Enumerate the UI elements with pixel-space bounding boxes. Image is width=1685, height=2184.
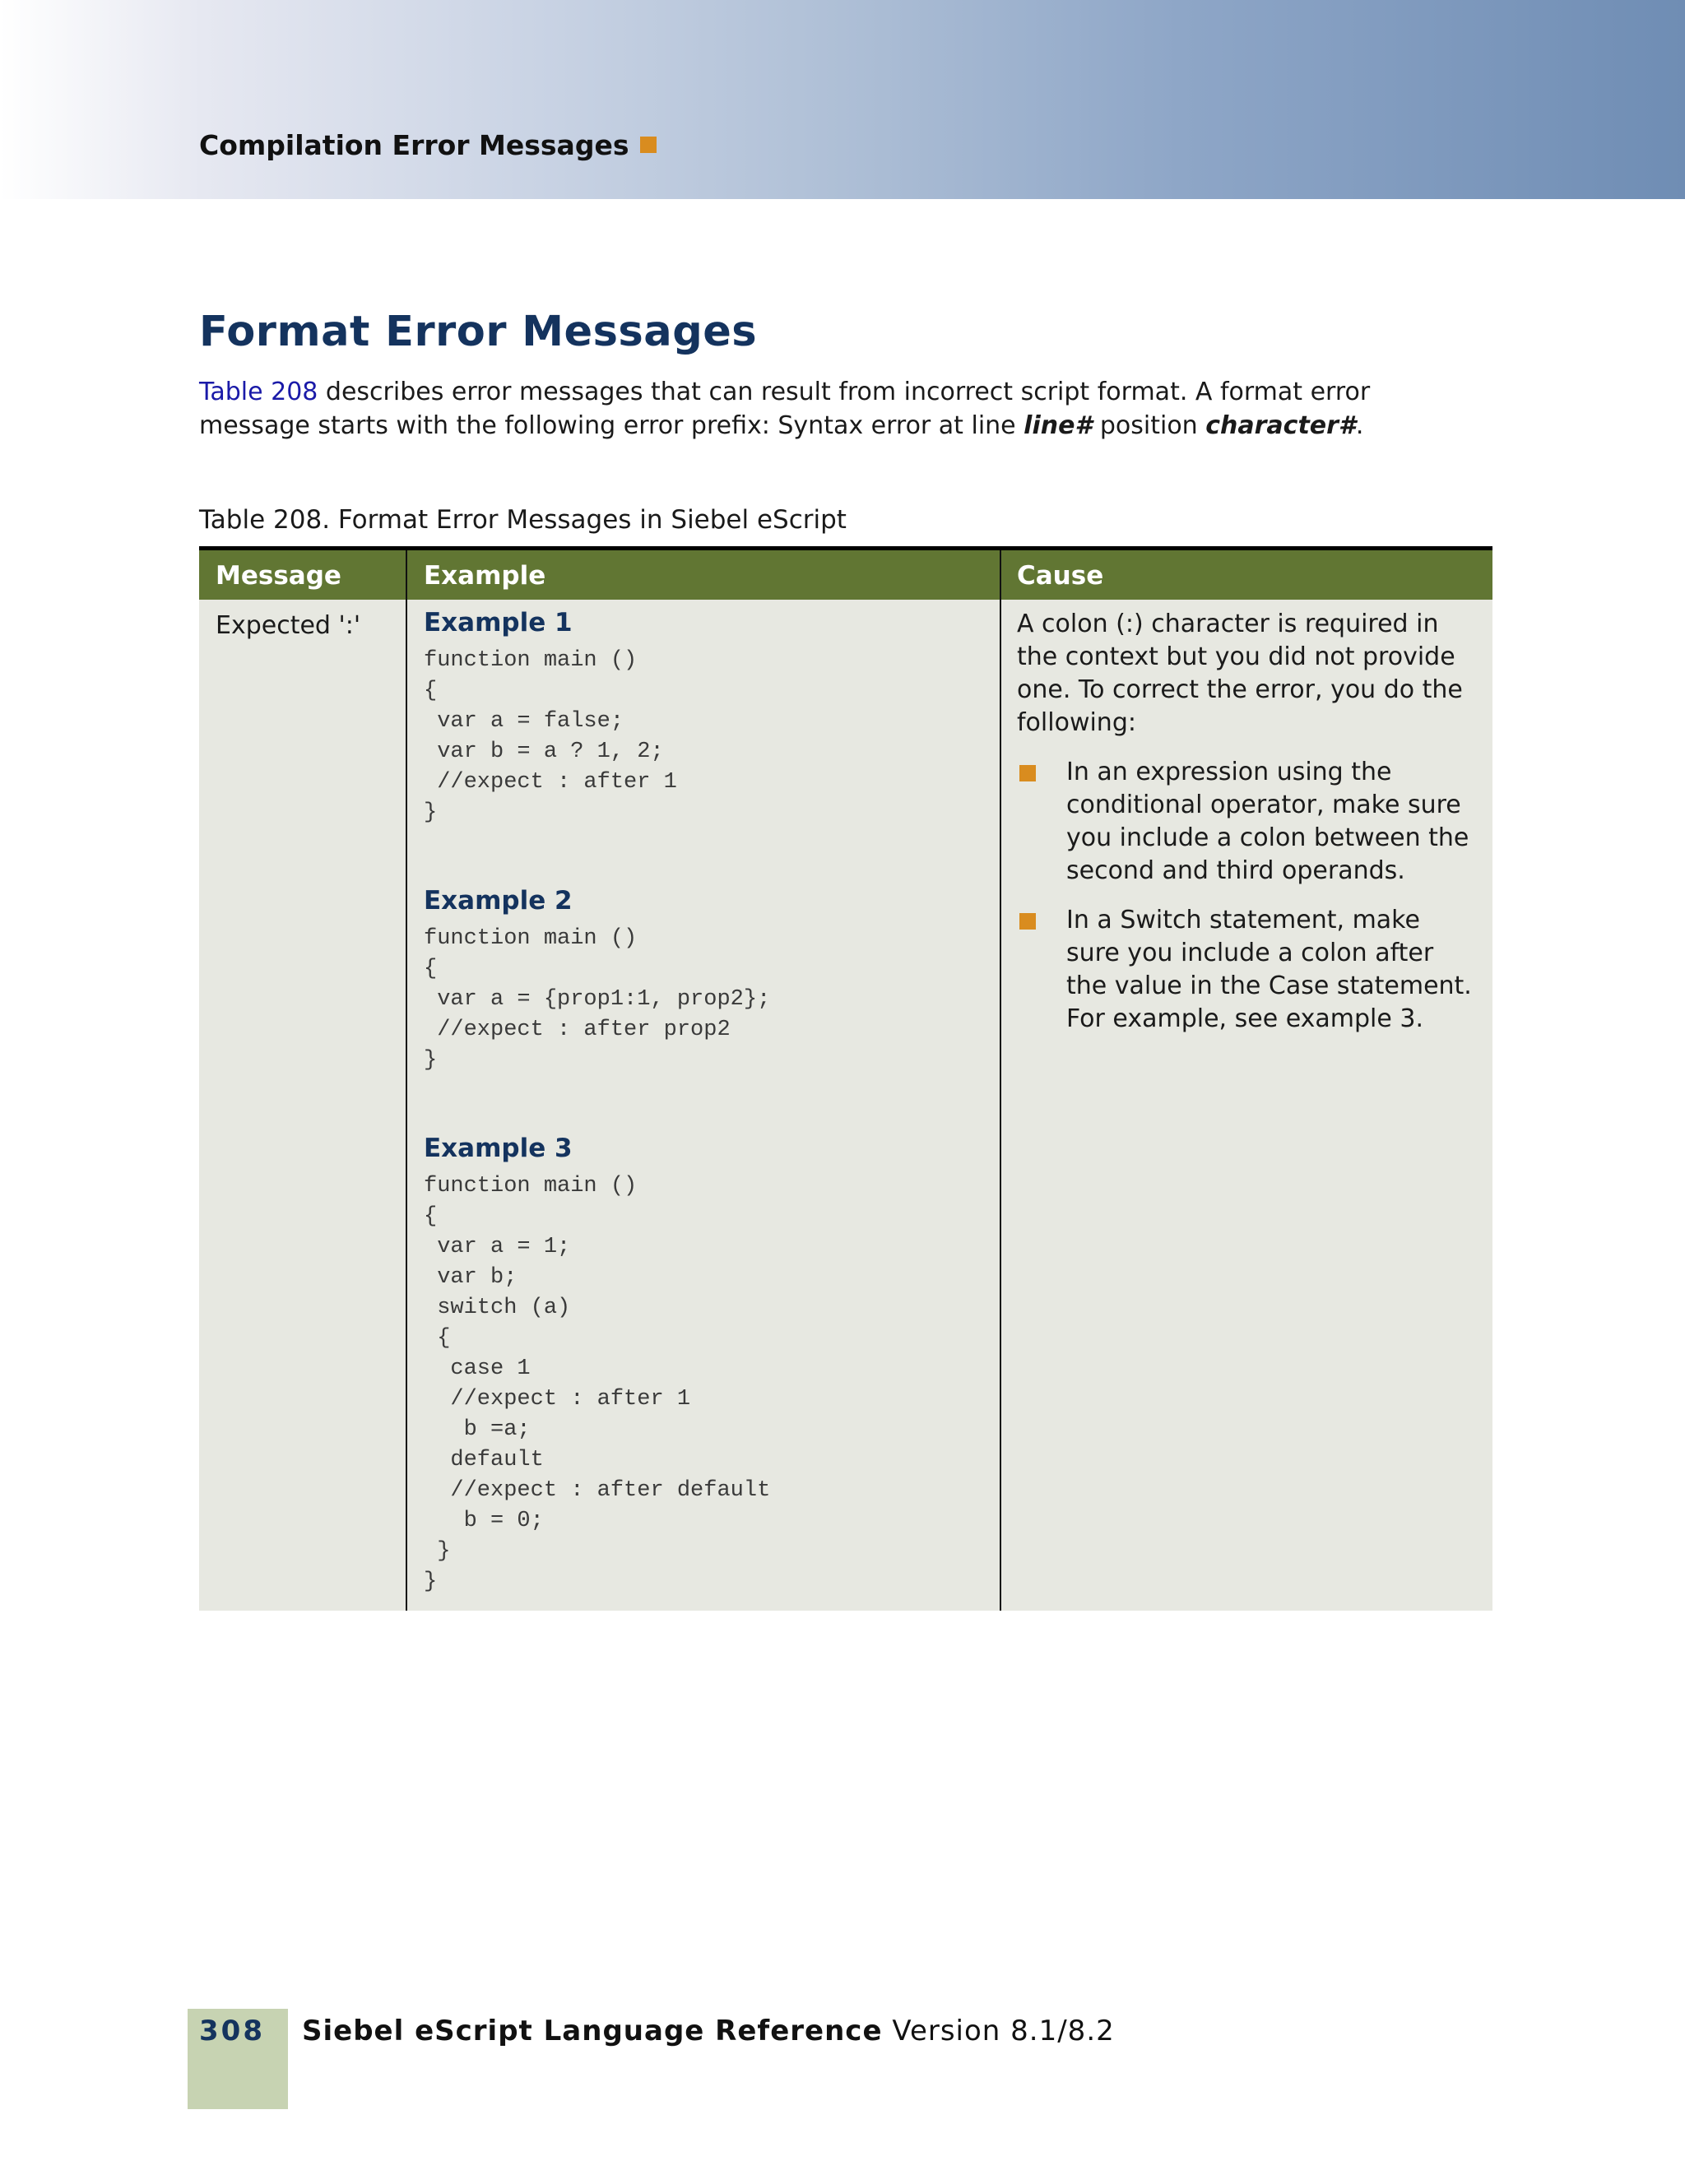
code-line: //expect : after 1 [424, 1387, 691, 1412]
intro-text-1: describes error messages that can result from incorrect script format. A format error message starts with the following error prefix: Syntax error at line [199, 378, 1371, 440]
header-band [0, 0, 1685, 199]
header-cause: Cause [1017, 561, 1104, 591]
code-line: { [424, 1204, 438, 1229]
code-line: switch (a) [424, 1296, 571, 1320]
code-line: var a = 1; [424, 1235, 571, 1259]
code-line: b = 0; [424, 1509, 544, 1533]
intro-emphasis-character: character# [1205, 411, 1356, 440]
accent-square-icon [640, 137, 657, 153]
column-divider [406, 550, 407, 1611]
header-message: Message [216, 561, 341, 591]
code-line: { [424, 679, 438, 703]
cause-cell [1017, 608, 1478, 1052]
book-version: Version 8.1/8.2 [882, 2015, 1115, 2047]
code-line: function main () [424, 648, 638, 673]
cause-intro: A colon (:) character is required in the context but you did not provide one. To correct the error, you do the following: [1017, 610, 1463, 737]
code-line: default [424, 1448, 544, 1472]
intro-text-2: position [1092, 411, 1206, 440]
table-caption: Table 208. Format Error Messages in Siebel eScript [199, 505, 847, 535]
cause-bullet [1017, 904, 1478, 1036]
intro-paragraph [199, 375, 1483, 443]
cause-bullet-text: In a Switch statement, make sure you include a colon after the value in the Case statement. For example, see example 3. [1066, 906, 1472, 1033]
code-line: function main () [424, 1174, 638, 1199]
code-line: //expect : after default [424, 1478, 771, 1503]
code-line: //expect : after prop2 [424, 1018, 731, 1042]
code-line: { [424, 1326, 451, 1351]
bullet-square-icon [1019, 765, 1036, 781]
cause-bullet-text: In an expression using the conditional operator, make sure you include a colon between the second and third operands. [1066, 758, 1469, 885]
example-title: Example 2 [424, 886, 573, 916]
intro-emphasis-line: line# [1024, 411, 1093, 440]
column-divider [1000, 550, 1001, 1611]
code-line: var b = a ? 1, 2; [424, 740, 664, 764]
code-line: } [424, 800, 438, 825]
book-title: Siebel eScript Language Reference [302, 2015, 883, 2047]
code-line: b =a; [424, 1417, 531, 1442]
code-line: var b; [424, 1265, 518, 1290]
example-title: Example 3 [424, 1134, 573, 1163]
cause-bullet [1017, 756, 1478, 888]
error-table [199, 546, 1492, 1611]
example-1 [424, 606, 677, 828]
code-line: case 1 [424, 1356, 531, 1381]
example-2 [424, 884, 770, 1076]
code-line: } [424, 1048, 438, 1073]
footer-title [302, 2015, 1115, 2047]
table-208-link[interactable]: Table 208 [199, 378, 318, 406]
bullet-square-icon [1019, 913, 1036, 930]
example-3 [424, 1132, 770, 1597]
example-title: Example 1 [424, 608, 573, 638]
code-line: var a = false; [424, 709, 624, 734]
section-title: Format Error Messages [199, 308, 758, 356]
running-head [199, 129, 657, 161]
header-example: Example [424, 561, 546, 591]
message-cell: Expected ':' [216, 611, 361, 640]
code-line: //expect : after 1 [424, 770, 677, 795]
code-line: } [424, 1539, 451, 1564]
running-head-title: Compilation Error Messages [199, 129, 629, 161]
code-line: } [424, 1570, 438, 1594]
table-header-row [199, 550, 1492, 600]
code-line: function main () [424, 926, 638, 951]
page-number: 308 [199, 2015, 265, 2047]
code-line: var a = {prop1:1, prop2}; [424, 987, 771, 1012]
code-line: { [424, 957, 438, 981]
intro-text-3: . [1355, 411, 1364, 440]
